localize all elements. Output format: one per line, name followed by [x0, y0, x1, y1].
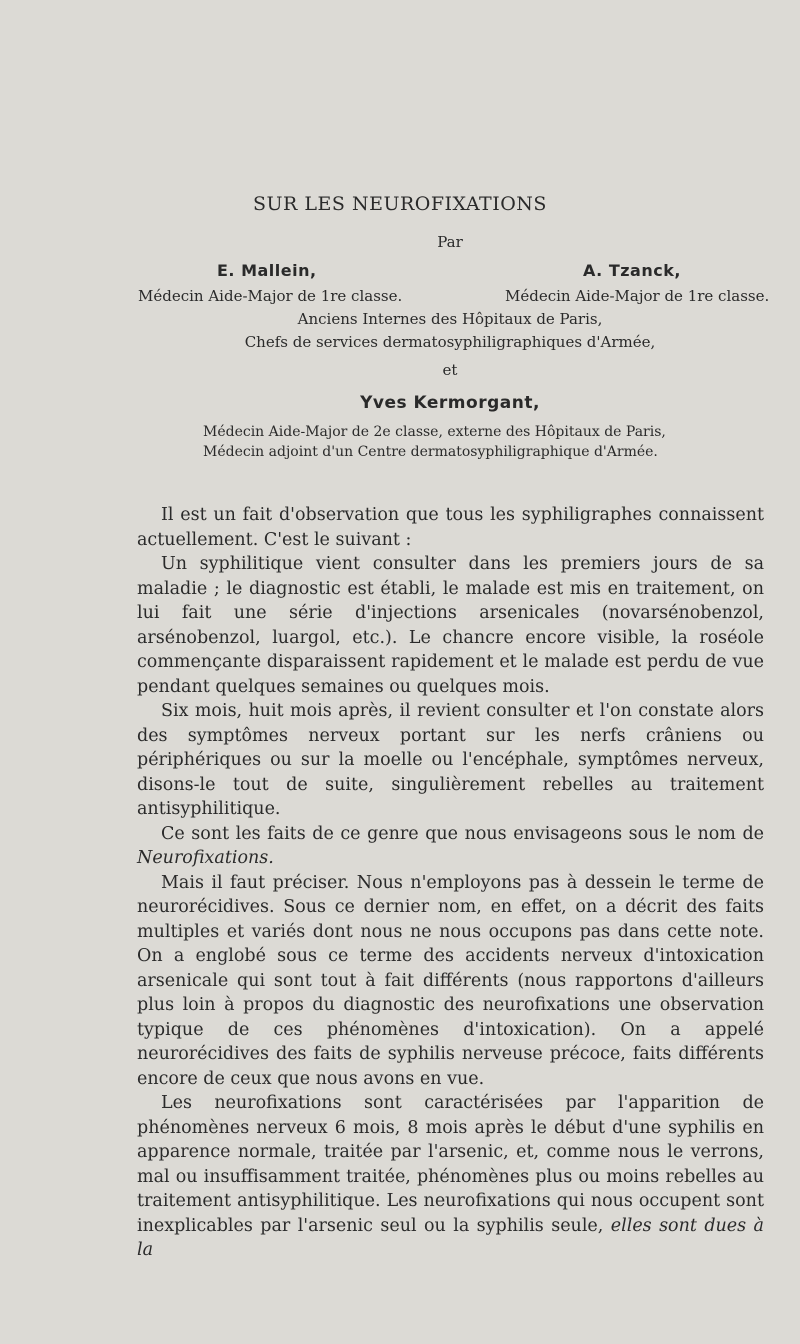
by-line: Par	[437, 233, 463, 251]
author-tzanck-role: Médecin Aide-Major de 1re classe.	[505, 287, 770, 305]
paragraph-5: Mais il faut préciser. Nous n'employons pas à dessein le terme de neurorécidives. Sous ce dernier nom, en effet, on a décrit des faits multiples et variés dont nous ne nous occupons pas dans cette note. On a englobé sous ce terme des accidents nerveux d'intoxication arsenicale qui sont tout à fait différents (nous rapportons d'ailleurs plus loin à propos du diagnostic des neurofixations une observation typique de ces phénomènes d'intoxication). On a appelé neurorécidives des faits de syphilis nerveuse précoce, faits différents encore de ceux que nous avons en vue.	[137, 872, 764, 1089]
author-tzanck-name: A. Tzanck,	[583, 261, 681, 280]
paragraph-6-emphasis: elles sont dues à la	[137, 1215, 764, 1260]
paragraph-6	[137, 1091, 764, 1263]
paragraph-2: Un syphilitique vient consulter dans les premiers jours de sa maladie ; le diagnostic est établi, le malade est mis en traitement, on lui fait une série d'injections arsenicales (novarsénobenzol, arsénobenzol, luargol, etc.). Le chancre encore visible, la roséole commençante disparaissent rapidement et le malade est perdu de vue pendant quelques semaines ou quelques mois.	[137, 554, 764, 697]
paragraph-3: Six mois, huit mois après, il revient consulter et l'on constate alors des symptômes nerveux portant sur les nerfs crâniens ou périphériques ou sur la moelle ou l'encéphale, symptômes nerveux, disons-le tout de suite, singulièrement rebelles au traitement antisyphilitique.	[137, 701, 764, 819]
paragraph-1: Il est un fait d'observation que tous les syphiligraphes connaissent actuellement. C'est le suivant :	[137, 505, 764, 550]
paragraph-6-text: Les neurofixations sont caractérisées par l'apparition de phénomènes nerveux 6 mois, 8 mois après le début d'une syphilis en apparence normale, traitée par l'arsenic, et, comme nous le verrons, mal ou insuffisamment traitée, phénomènes plus ou moins rebelles au traitement antisyphilitique. Les neurofixations qui nous occupent sont inexplicables par l'arsenic seul ou la syphilis seule,	[137, 1093, 764, 1236]
paragraph-4-emphasis: Neurofixations.	[137, 848, 274, 868]
conjunction: et	[442, 361, 458, 379]
paragraph-4	[137, 822, 764, 871]
body-text	[137, 503, 764, 1263]
author-kermorgant-name: Yves Kermorgant,	[360, 393, 540, 413]
author-kermorgant-affiliation-2: Médecin adjoint d'un Centre dermatosyphiligraphique d'Armée.	[203, 444, 658, 460]
author-mallein-role: Médecin Aide-Major de 1re classe.	[138, 287, 403, 305]
author-kermorgant-affiliation-1: Médecin Aide-Major de 2e classe, externe des Hôpitaux de Paris,	[203, 424, 666, 440]
article-title: SUR LES NEUROFIXATIONS	[253, 193, 547, 215]
paragraph-4-text: Ce sont les faits de ce genre que nous envisageons sous le nom de	[161, 823, 764, 844]
shared-affiliation-2: Chefs de services dermatosyphiligraphiques d'Armée,	[244, 333, 656, 351]
author-mallein-name: E. Mallein,	[217, 261, 317, 280]
shared-affiliation-1: Anciens Internes des Hôpitaux de Paris,	[297, 310, 603, 328]
